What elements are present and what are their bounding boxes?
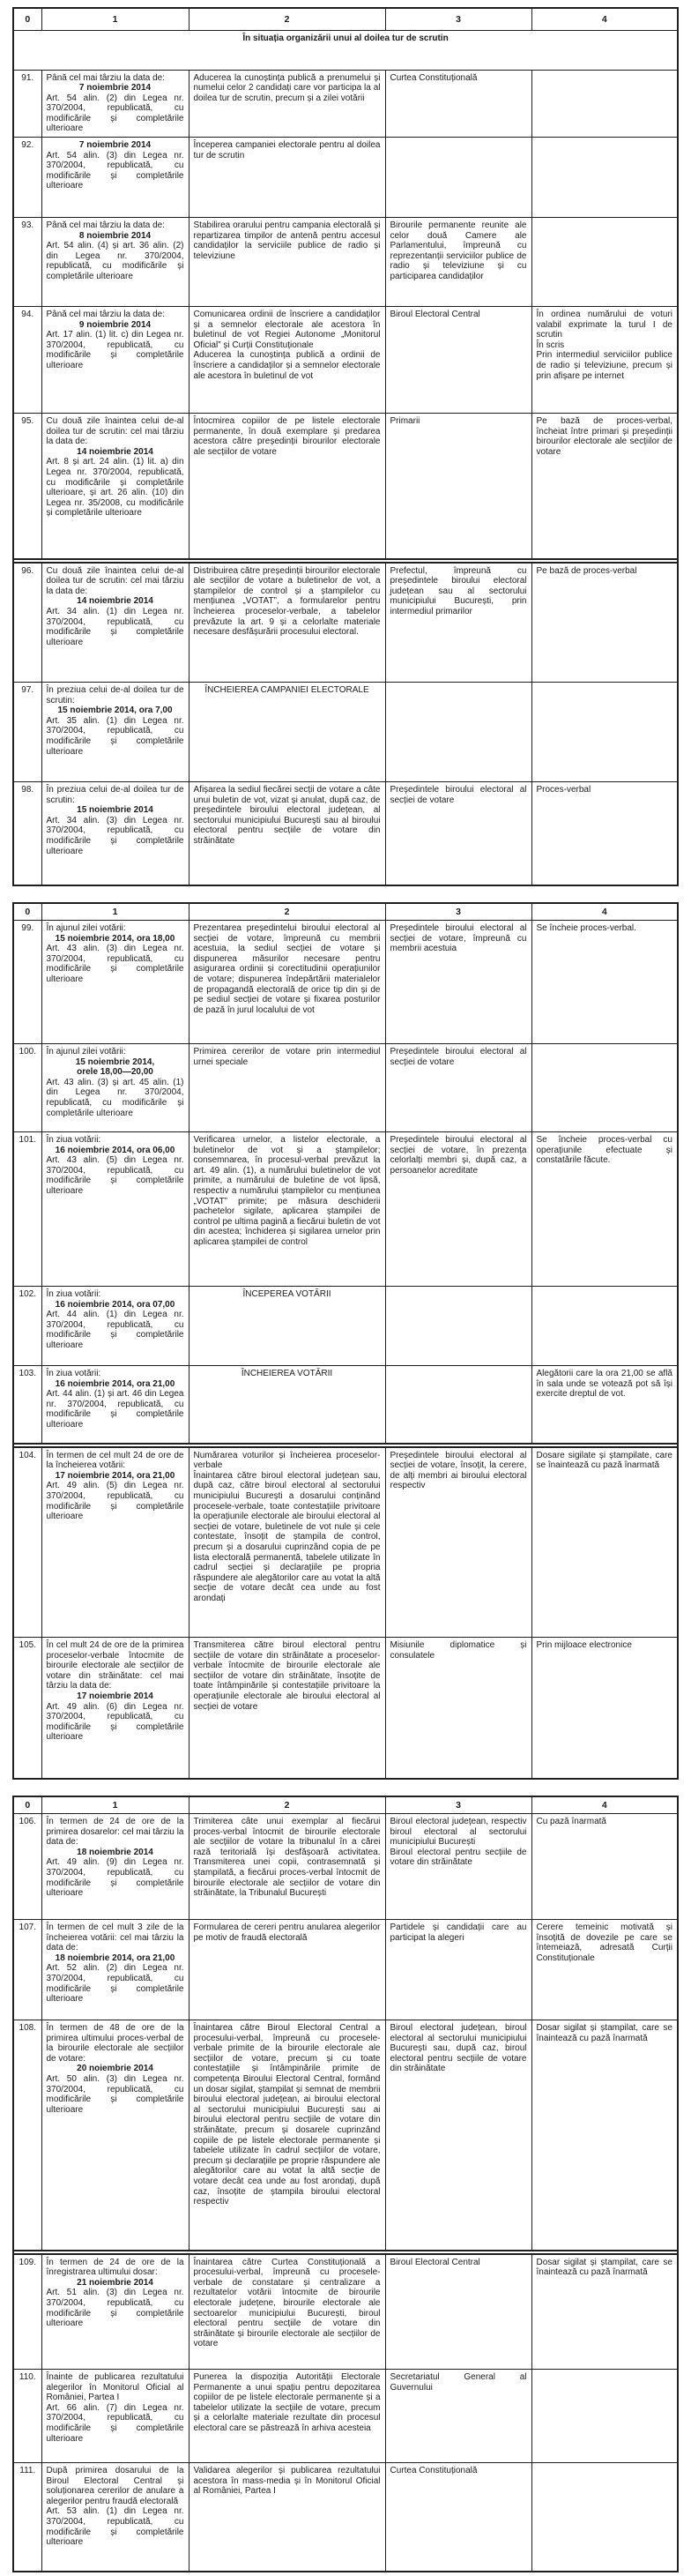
responsible-cell xyxy=(385,1447,531,1638)
deadline-text: Art. 50 alin. (3) din Legea nr. 370/2004, republicată, cu modificările și completările ulterioare xyxy=(46,2074,184,2115)
table-row-111 xyxy=(13,2463,678,2572)
action-cell xyxy=(189,1287,385,1366)
deadline-cell xyxy=(41,307,189,414)
deadline-date: 7 noiembrie 2014 xyxy=(78,140,152,151)
responsible-text: Prefectul, împreună cu președintele biroului electoral județean sau al sectorului municipiului București, prin intermediul primarilor xyxy=(390,565,527,616)
row-number: 105. xyxy=(13,1638,41,1779)
deadline-cell xyxy=(41,563,189,683)
responsible-text: Biroul electoral județean, respectiv biroul electoral al sectorului municipiului București xyxy=(390,1817,527,1848)
deadline-text: Până cel mai târziu la data de: xyxy=(46,310,166,320)
deadline-text: Art. 52 alin. (2) din Legea nr. 370/2004, republicată, cu modificările și completările ulterioare xyxy=(46,1963,184,2005)
responsible-text: Birourile permanente reunite ale celor două Camere ale Parlamentului, împreună cu reprezentanții serviciilor publice de radio și televiziune și cu participarea candidaților xyxy=(390,220,527,282)
responsible-text: Partidele și candidații care au participat la alegeri xyxy=(390,1923,527,1943)
action-heading: ÎNCHEIEREA VOTĂRII xyxy=(241,1369,333,1379)
method-text: Prin mijloace electronice xyxy=(536,1640,632,1651)
calendar-table-page-2 xyxy=(12,902,679,1780)
column-header-2: 2 xyxy=(189,903,385,921)
method-text: Dosare sigilate și ștampilate, care se înaintează cu pază înarmată xyxy=(536,1450,672,1471)
row-number: 92. xyxy=(13,138,41,218)
method-cell xyxy=(531,921,678,1044)
deadline-cell xyxy=(41,1287,189,1366)
responsible-text: Președintele biroului electoral al secției de votare xyxy=(390,785,527,805)
calendar-table-page-3 xyxy=(12,1796,679,2572)
row-number: 91. xyxy=(13,70,41,138)
responsible-cell xyxy=(385,2020,531,2251)
responsible-text: Curtea Constituțională xyxy=(390,2466,478,2476)
deadline-cell xyxy=(41,2370,189,2463)
method-cell xyxy=(531,138,678,218)
deadline-cell xyxy=(41,1132,189,1287)
deadline-text: Înainte de publicarea rezultatului alegerilor în Monitorul Oficial al României, Partea I xyxy=(46,2372,184,2403)
table-row-91 xyxy=(13,70,678,138)
deadline-cell xyxy=(41,1920,189,2020)
method-cell xyxy=(531,2020,678,2251)
responsible-cell xyxy=(385,563,531,683)
deadline-cell xyxy=(41,2020,189,2251)
method-cell xyxy=(531,2254,678,2370)
row-number: 99. xyxy=(13,921,41,1044)
deadline-text: Art. 43 alin. (3) și art. 45 alin. (1) din Legea nr. 370/2004, republicată, cu modificările și completările ulterioare xyxy=(46,1077,184,1118)
deadline-date: orele 18,00—20,00 xyxy=(77,1067,153,1078)
section-title-row xyxy=(13,30,678,70)
responsible-cell xyxy=(385,1638,531,1779)
deadline-text: Art. 49 alin. (6) din Legea nr. 370/2004, republicată, cu modificările și completările ulterioare xyxy=(46,1701,184,1743)
table-row-105 xyxy=(13,1638,678,1779)
column-header-3: 3 xyxy=(385,903,531,921)
action-cell xyxy=(189,1447,385,1638)
action-text: Stabilirea orarului pentru campania electorală și repartizarea timpilor de antenă pentru accesul candidaților la serviciile publice de radio și televiziune xyxy=(193,220,381,261)
deadline-text: În preziua celui de-al doilea tur de scrutin: xyxy=(46,685,184,706)
deadline-date: 16 noiembrie 2014, ora 07,00 xyxy=(55,1299,175,1310)
table-row-94 xyxy=(13,307,678,414)
deadline-cell xyxy=(41,138,189,218)
deadline-text: În termen de cel mult 3 zile de la încheierea votării: cel mai târziu la data de: xyxy=(46,1923,184,1953)
column-header-row xyxy=(13,1796,678,1814)
deadline-cell xyxy=(41,1638,189,1779)
action-text: Începerea campaniei electorale pentru al doilea tur de scrutin xyxy=(193,140,381,161)
deadline-cell xyxy=(41,2463,189,2572)
deadline-date: 20 noiembrie 2014 xyxy=(77,2064,153,2074)
table-row-107 xyxy=(13,1920,678,2020)
deadline-text: În termen de 24 de ore de la înregistrarea ultimului dosar: xyxy=(46,2257,184,2278)
action-text: Primirea cererilor de votare prin intermediul urnei speciale xyxy=(193,1047,381,1067)
deadline-text: Art. 44 alin. (1) din Legea nr. 370/2004, republicată, cu modificările și completările ulterioare xyxy=(46,1310,184,1351)
column-header-3: 3 xyxy=(385,8,531,30)
deadline-text: Art. 34 alin. (3) din Legea nr. 370/2004, republicată, cu modificările și completările ulterioare xyxy=(46,815,184,856)
table-row-106 xyxy=(13,1814,678,1920)
action-cell xyxy=(189,563,385,683)
responsible-text: Președintele biroului electoral al secției de votare, în prezența celorlalți membri și, după caz, a persoanelor acreditate xyxy=(390,1135,527,1176)
deadline-text: Art. 35 alin. (1) din Legea nr. 370/2004, republicată, cu modificările și completările ulterioare xyxy=(46,715,184,757)
action-cell xyxy=(189,138,385,218)
deadline-text: Art. 51 alin. (3) din Legea nr. 370/2004, republicată, cu modificările și completările ulterioare xyxy=(46,2288,184,2329)
deadline-text: Art. 43 alin. (5) din Legea nr. 370/2004, republicată, cu modificările și completările ulterioare xyxy=(46,1155,184,1197)
column-header-4: 4 xyxy=(531,1796,678,1814)
action-text: Transmiterea către biroul electoral pentru secțiile de votare din străinătate a proceselor-verbale întocmite de birourile electorale ale secțiilor de votare din străinătate, însoțite de toate întâmpinările și contestațiile privitoare la operațiunile electorale ale biroului electoral al secției de votare xyxy=(193,1640,381,1712)
deadline-date: 8 noiembrie 2014 xyxy=(78,230,152,241)
deadline-date: 21 noiembrie 2014 xyxy=(77,2277,153,2288)
action-text: Formularea de cereri pentru anularea alegerilor pe motiv de fraudă electorală xyxy=(193,1923,381,1943)
deadline-date: 16 noiembrie 2014, ora 21,00 xyxy=(55,1378,175,1389)
deadline-date: 7 noiembrie 2014 xyxy=(78,83,152,93)
method-cell xyxy=(531,1638,678,1779)
method-text: Se încheie proces-verbal cu operațiunile efectuate și constatările făcute. xyxy=(536,1135,672,1166)
method-cell xyxy=(531,563,678,683)
row-number: 104. xyxy=(13,1447,41,1638)
action-text: Întocmirea copiilor de pe listele electorale permanente, în două exemplare și predarea acestora către președinții birourilor electorale ale secțiilor de votare xyxy=(193,416,381,457)
column-header-1: 1 xyxy=(41,8,189,30)
responsible-cell xyxy=(385,1366,531,1444)
column-header-row xyxy=(13,8,678,30)
deadline-text: În ajunul zilei votării: xyxy=(46,923,126,934)
method-cell xyxy=(531,683,678,782)
deadline-text: Până cel mai târziu la data de: xyxy=(46,72,166,83)
deadline-text: În termen de 24 de ore de la primirea dosarelor: cel mai târziu la data de: xyxy=(46,1817,184,1848)
method-cell xyxy=(531,1814,678,1920)
row-number: 103. xyxy=(13,1366,41,1444)
responsible-cell xyxy=(385,1814,531,1920)
responsible-cell xyxy=(385,1132,531,1287)
deadline-cell xyxy=(41,218,189,307)
table-row-101 xyxy=(13,1132,678,1287)
deadline-text: După primirea dosarului de la Biroul Electoral Central și soluționarea cererilor de anulare a alegerilor pentru fraudă electorală xyxy=(46,2466,184,2506)
table-row-92 xyxy=(13,138,678,218)
column-header-0: 0 xyxy=(13,903,41,921)
action-cell xyxy=(189,782,385,885)
responsible-cell xyxy=(385,782,531,885)
deadline-date: 15 noiembrie 2014, xyxy=(75,1057,155,1067)
row-number: 102. xyxy=(13,1287,41,1366)
deadline-cell xyxy=(41,1366,189,1444)
action-cell xyxy=(189,1044,385,1132)
deadline-text: În ziua votării: xyxy=(46,1135,101,1146)
row-number: 110. xyxy=(13,2370,41,2463)
deadline-text: Cu două zile înaintea celui de-al doilea tur de scrutin: cel mai târziu la data de: xyxy=(46,565,184,596)
deadline-text: Art. 54 alin. (3) din Legea nr. 370/2004, republicată, cu modificările și completările ulterioare xyxy=(46,150,184,191)
action-text: Validarea alegerilor și publicarea rezultatului acestora în mass-media și în Monitorul Oficial al României, Partea I xyxy=(193,2466,381,2497)
responsible-text: Biroul Electoral Central xyxy=(390,310,480,320)
table-row-97 xyxy=(13,683,678,782)
section-title: În situația organizării unui al doilea tur de scrutin xyxy=(13,30,678,70)
row-number: 94. xyxy=(13,307,41,414)
deadline-date: 15 noiembrie 2014, ora 18,00 xyxy=(55,933,175,944)
deadline-date: 14 noiembrie 2014 xyxy=(77,596,153,607)
action-cell xyxy=(189,1132,385,1287)
deadline-date: 17 noiembrie 2014 xyxy=(77,1691,153,1702)
action-text: Afișarea la sediul fiecărei secții de votare a câte unui buletin de vot, vizat și anulat, după caz, de președintele biroului electoral județean, al sectorului municipiului București sau al biroului electoral pentru secțiile de votare din străinătate xyxy=(193,785,381,847)
table-row-99 xyxy=(13,921,678,1044)
responsible-cell xyxy=(385,1044,531,1132)
method-text: Pe bază de proces-verbal xyxy=(536,565,637,576)
deadline-cell xyxy=(41,1044,189,1132)
deadline-text: Art. 17 alin. (1) lit. c) din Legea nr. 370/2004, republicată, cu modificările și completările ulterioare xyxy=(46,330,184,371)
action-cell xyxy=(189,683,385,782)
action-text: Înaintarea către Curtea Constituțională a procesului-verbal, împreună cu procesele-verbale de constatare și centralizare a rezultatelor votării întocmite de birourile electorale județene, birourile electorale ale sectoarelor municipiului București, biroul electoral pentru secțiile de votare din străinătate și birourile electorale ale secțiilor de votare xyxy=(193,2257,381,2349)
method-text: Dosar sigilat și ștampilat, care se înaintează cu pază înarmată xyxy=(536,2023,672,2043)
method-cell xyxy=(531,1920,678,2020)
deadline-text: În termen de cel mult 24 de ore de la încheierea votării: xyxy=(46,1450,184,1471)
action-cell xyxy=(189,1814,385,1920)
deadline-text: Până cel mai târziu la data de: xyxy=(46,220,166,231)
action-text: Numărarea voturilor și încheierea proceselor-verbale xyxy=(193,1450,381,1471)
action-heading: ÎNCHEIEREA CAMPANIEI ELECTORALE xyxy=(204,685,369,696)
deadline-cell xyxy=(41,782,189,885)
deadline-text: Art. 54 alin. (2) din Legea nr. 370/2004, republicată, cu modificările și completările ulterioare xyxy=(46,93,184,134)
deadline-date: 18 noiembrie 2014, ora 21,00 xyxy=(55,1953,175,1963)
deadline-text: În termen de 48 de ore de la primirea ultimului proces-verbal de la birourile electorale ale secțiilor de votare: xyxy=(46,2023,184,2064)
row-number: 107. xyxy=(13,1920,41,2020)
responsible-text: Președintele biroului electoral al secției de votare, împreună cu membrii acestuia xyxy=(390,923,527,954)
action-cell xyxy=(189,218,385,307)
action-cell xyxy=(189,1920,385,2020)
action-text: Prezentarea președintelui biroului electoral al secției de votare, împreună cu membrii acestuia, la sediul secției de votare și dispunerea măsurilor necesare pentru asigurarea ordinii și corectitudinii operațiunilor de votare; dispunerea îndepărtării materialelor de propagandă electorală de orice tip din și de pe sediul secției de votare și fixarea posturilor de pază în jurul localului de vot xyxy=(193,923,381,1015)
responsible-cell xyxy=(385,414,531,559)
action-cell xyxy=(189,2254,385,2370)
responsible-text: Biroul electoral județean, biroul electoral al sectorului municipiului București sau, după caz, biroul electoral pentru secțiile de votare din străinătate xyxy=(390,2023,527,2074)
responsible-cell xyxy=(385,2370,531,2463)
deadline-text: Art. 49 alin. (9) din Legea nr. 370/2004, republicată, cu modificările și completările ulterioare xyxy=(46,1857,184,1899)
table-row-102 xyxy=(13,1287,678,1366)
table-row-95 xyxy=(13,414,678,559)
deadline-cell xyxy=(41,683,189,782)
method-cell xyxy=(531,1044,678,1132)
responsible-text: Curtea Constituțională xyxy=(390,72,478,83)
responsible-text: Biroul electoral pentru secțiile de votare din străinătate xyxy=(390,1847,527,1868)
table-row-104 xyxy=(13,1447,678,1638)
method-cell xyxy=(531,1366,678,1444)
deadline-cell xyxy=(41,1814,189,1920)
deadline-text: Art. 66 alin. (7) din Legea nr. 370/2004, republicată, cu modificările și completările ulterioare xyxy=(46,2402,184,2444)
action-cell xyxy=(189,2020,385,2251)
action-text: Trimiterea câte unui exemplar al fiecărui proces-verbal întocmit de birourile electorale ale secțiilor de votare la tribunalul în a cărei rază teritorială își desfășoară activitatea. Transmiterea unei copii, contrasemnată și ștampilată, a fiecărui proces-verbal întocmit de birourile electorale ale secțiilor de votare din străinătate, la Tribunalul București xyxy=(193,1817,381,1899)
method-cell xyxy=(531,2463,678,2572)
column-header-4: 4 xyxy=(531,903,678,921)
action-text: Comunicarea ordinii de înscriere a candidaților și a semnelor electorale ale acestora în buletinul de vot Regiei Autonome „Monitorul Oficial” și Curții Constituționale xyxy=(193,310,381,350)
responsible-cell xyxy=(385,683,531,782)
deadline-text: În preziua celui de-al doilea tur de scrutin: xyxy=(46,785,184,805)
action-text: Distribuirea către președinții birourilor electorale ale secțiilor de votare a buletinelor de vot, a ștampilelor de control și a ștampilelor cu mențiunea „VOTAT”, a formularelor pentru încheierea proceselor-verbale, a tabelelor prevăzute la art. 9 și a celorlalte materiale necesare desfășurării procesului electoral. xyxy=(193,565,381,638)
row-number: 95. xyxy=(13,414,41,559)
responsible-text: Primarii xyxy=(390,416,420,427)
deadline-date: 9 noiembrie 2014 xyxy=(78,319,152,330)
deadline-date: 16 noiembrie 2014, ora 06,00 xyxy=(55,1145,175,1155)
responsible-text: Președintele biroului electoral al secției de votare xyxy=(390,1047,527,1067)
column-header-3: 3 xyxy=(385,1796,531,1814)
method-cell xyxy=(531,1287,678,1366)
method-text: În ordinea numărului de voturi valabil exprimate la turul I de scrutin xyxy=(536,310,672,340)
action-cell xyxy=(189,414,385,559)
action-cell xyxy=(189,307,385,414)
deadline-cell xyxy=(41,921,189,1044)
action-text: Verificarea urnelor, a listelor electorale, a buletinelor de vot și a ștampilelor; consemnarea, în procesul-verbal prevăzut la art. 49 alin. (1), a numărului buletinelor de vot primite, a numărului de buletine de vot lipsă, respectiv a numărului ștampilelor cu mențiunea „VOTAT” primite; pe măsura deschiderii pachetelor sigilate, aplicarea ștampilei de control pe ultima pagină a fiecărui buletin de vot din acestea; închiderea și sigilarea urnelor prin aplicarea ștampilei de control xyxy=(193,1135,381,1247)
method-cell xyxy=(531,1447,678,1638)
deadline-cell xyxy=(41,1447,189,1638)
table-row-93 xyxy=(13,218,678,307)
column-header-4: 4 xyxy=(531,8,678,30)
deadline-text: În ziua votării: xyxy=(46,1369,101,1379)
deadline-date: 14 noiembrie 2014 xyxy=(77,446,153,457)
column-header-2: 2 xyxy=(189,1796,385,1814)
responsible-cell xyxy=(385,70,531,138)
responsible-cell xyxy=(385,307,531,414)
column-header-1: 1 xyxy=(41,1796,189,1814)
deadline-cell xyxy=(41,414,189,559)
deadline-text: Art. 49 alin. (5) din Legea nr. 370/2004, republicată, cu modificările și completările ulterioare xyxy=(46,1481,184,1522)
row-number: 97. xyxy=(13,683,41,782)
method-cell xyxy=(531,1132,678,1287)
table-row-100 xyxy=(13,1044,678,1132)
method-text: Cerere temeinic motivată și însoțită de dovezile pe care se întemeiază, adresată Curții Constituționale xyxy=(536,1923,672,1963)
deadline-date: 18 noiembrie 2014 xyxy=(77,1847,153,1857)
row-number: 106. xyxy=(13,1814,41,1920)
row-number: 109. xyxy=(13,2254,41,2370)
deadline-text: În cel mult 24 de ore de la primirea proceselor-verbale întocmite de birourile electorale ale secțiilor de votare din străinătate: cel mai târziu la data de: xyxy=(46,1640,184,1691)
table-row-96 xyxy=(13,563,678,683)
responsible-cell xyxy=(385,2254,531,2370)
deadline-date: 15 noiembrie 2014, ora 7,00 xyxy=(57,706,173,716)
column-header-2: 2 xyxy=(189,8,385,30)
method-text: În scris xyxy=(536,340,565,350)
deadline-cell xyxy=(41,2254,189,2370)
method-text: Pe bază de proces-verbal, încheiat între primari și președinții birourilor electorale ale secțiilor de votare xyxy=(536,416,672,457)
method-cell xyxy=(531,414,678,559)
deadline-text: Art. 43 alin. (3) din Legea nr. 370/2004, republicată, cu modificările și completările ulterioare xyxy=(46,944,184,985)
responsible-cell xyxy=(385,921,531,1044)
action-text: Punerea la dispoziția Autorității Electorale Permanente a unui spațiu pentru depozitarea copiilor de pe listele electorale permanente și a tabelelor utilizate la secțiile de votare, precum și a celorlalte materiale rezultate din procesul electoral care se păstrează în arhiva acesteia xyxy=(193,2372,381,2434)
deadline-text: Art. 53 alin. (1) din Legea nr. 370/2004, republicată, cu modificările și completările ulterioare xyxy=(46,2506,184,2548)
action-cell xyxy=(189,1366,385,1444)
table-row-108 xyxy=(13,2020,678,2251)
action-cell xyxy=(189,1638,385,1779)
row-number: 96. xyxy=(13,563,41,683)
action-text: Aducerea la cunoștința publică a ordinii de înscriere a candidaților și a semnelor electorale ale acestora în buletinul de vot xyxy=(193,350,381,381)
action-text: Aducerea la cunoștința publică a prenumelui și numelui celor 2 candidați care vor participa la al doilea tur de scrutin, precum și a zilei votării xyxy=(193,72,381,103)
table-row-109 xyxy=(13,2254,678,2370)
method-text: Prin intermediul serviciilor publice de radio și televiziune, precum și prin afișare pe internet xyxy=(536,350,672,381)
action-cell xyxy=(189,70,385,138)
calendar-table-page-1 xyxy=(12,7,679,886)
method-cell xyxy=(531,782,678,885)
action-text: Înaintarea către biroul electoral județean sau, după caz, către biroul electoral al sectorului municipiului București a dosarului conținând procesele-verbale, toate contestațiile privitoare la operațiunile electorale ale biroului electoral al secției de votare, buletinele de vot nule și cele contestate, însoțit de ștampila de control, precum și a dosarului cuprinzând copia de pe lista electorală permanentă, tabelele utilizate în cadrul secției și declarațiile pe propria răspundere ale alegătorilor care au votat la altă secție de votare decât cea unde au fost arondați xyxy=(193,1470,381,1603)
deadline-date: 17 noiembrie 2014, ora 21,00 xyxy=(55,1470,175,1481)
row-number: 93. xyxy=(13,218,41,307)
row-number: 100. xyxy=(13,1044,41,1132)
responsible-cell xyxy=(385,218,531,307)
responsible-text: Secretariatul General al Guvernului xyxy=(390,2372,527,2393)
responsible-text: Misiunile diplomatice și consulatele xyxy=(390,1640,527,1661)
responsible-text: Biroul Electoral Central xyxy=(390,2257,480,2267)
method-cell xyxy=(531,70,678,138)
column-header-0: 0 xyxy=(13,8,41,30)
method-text: Se încheie proces-verbal. xyxy=(536,923,636,934)
method-cell xyxy=(531,218,678,307)
row-number: 98. xyxy=(13,782,41,885)
method-text: Dosar sigilat și ștampilat, care se înaintează cu pază înarmată xyxy=(536,2257,672,2278)
deadline-text: Art. 8 și art. 24 alin. (1) lit. a) din Legea nr. 370/2004, republicată, cu modificările și completările ulterioare, și art. 26 alin. (10) din Legea nr. 35/2008, cu modificările și completările ulterioare xyxy=(46,457,184,519)
row-number: 111. xyxy=(13,2463,41,2572)
action-text: Înaintarea către Biroul Electoral Central a procesului-verbal, împreună cu procesele-verbale primite de la birourile electorale ale secțiilor de votare, precum și cu toate contestațiile și întâmpinările primite de competența Biroului Electoral Central, formând un dosar sigilat, ștampilat și semnat de membrii biroului electoral județean, ai biroului electoral al sectorului municipiului București sau ai biroului electoral pentru secțiile de votare din străinătate, precum și dosarele cuprinzând copiile de pe listele electorale permanente și tabelele utilizate în cadrul secțiilor de votare, precum și declarațiile pe proprie răspundere ale alegătorilor care au votat la altă secție de votare decât cea unde au fost arondați, după caz, însoțite de ștampila biroului electoral respectiv xyxy=(193,2023,381,2207)
table-row-103 xyxy=(13,1366,678,1444)
method-cell xyxy=(531,307,678,414)
action-cell xyxy=(189,2463,385,2572)
action-cell xyxy=(189,2370,385,2463)
deadline-text: Cu două zile înaintea celui de-al doilea tur de scrutin: cel mai târziu la data de: xyxy=(46,416,184,447)
responsible-cell xyxy=(385,1920,531,2020)
method-cell xyxy=(531,2370,678,2463)
responsible-cell xyxy=(385,138,531,218)
table-row-98 xyxy=(13,782,678,885)
row-number: 108. xyxy=(13,2020,41,2251)
column-header-row xyxy=(13,903,678,921)
deadline-text: Art. 44 alin. (1) și art. 46 din Legea nr. 370/2004, republicată, cu modificările și completările ulterioare xyxy=(46,1389,184,1430)
column-header-1: 1 xyxy=(41,903,189,921)
responsible-cell xyxy=(385,2463,531,2572)
method-text: Cu pază înarmată xyxy=(536,1817,606,1827)
deadline-text: Art. 54 alin. (4) și art. 36 alin. (2) din Legea nr. 370/2004, republicată, cu modificările și completările ulterioare xyxy=(46,241,184,282)
responsible-cell xyxy=(385,1287,531,1366)
deadline-text: Art. 34 alin. (1) din Legea nr. 370/2004, republicată, cu modificările și completările ulterioare xyxy=(46,606,184,647)
responsible-text: Președintele biroului electoral al secției de votare, însoțit, la cerere, de alți membri ai biroului electoral respectiv xyxy=(390,1450,527,1491)
deadline-text: În ziua votării: xyxy=(46,1289,101,1300)
action-heading: ÎNCEPEREA VOTĂRII xyxy=(242,1289,331,1300)
method-text: Proces-verbal xyxy=(536,785,591,795)
deadline-date: 15 noiembrie 2014 xyxy=(77,805,153,816)
row-number: 101. xyxy=(13,1132,41,1287)
table-row-110 xyxy=(13,2370,678,2463)
action-cell xyxy=(189,921,385,1044)
column-header-0: 0 xyxy=(13,1796,41,1814)
deadline-cell xyxy=(41,70,189,138)
method-text: Alegătorii care la ora 21,00 se află în sala unde se votează pot să își exercite dreptul de vot. xyxy=(536,1369,672,1400)
deadline-text: În ajunul zilei votării: xyxy=(46,1047,126,1057)
